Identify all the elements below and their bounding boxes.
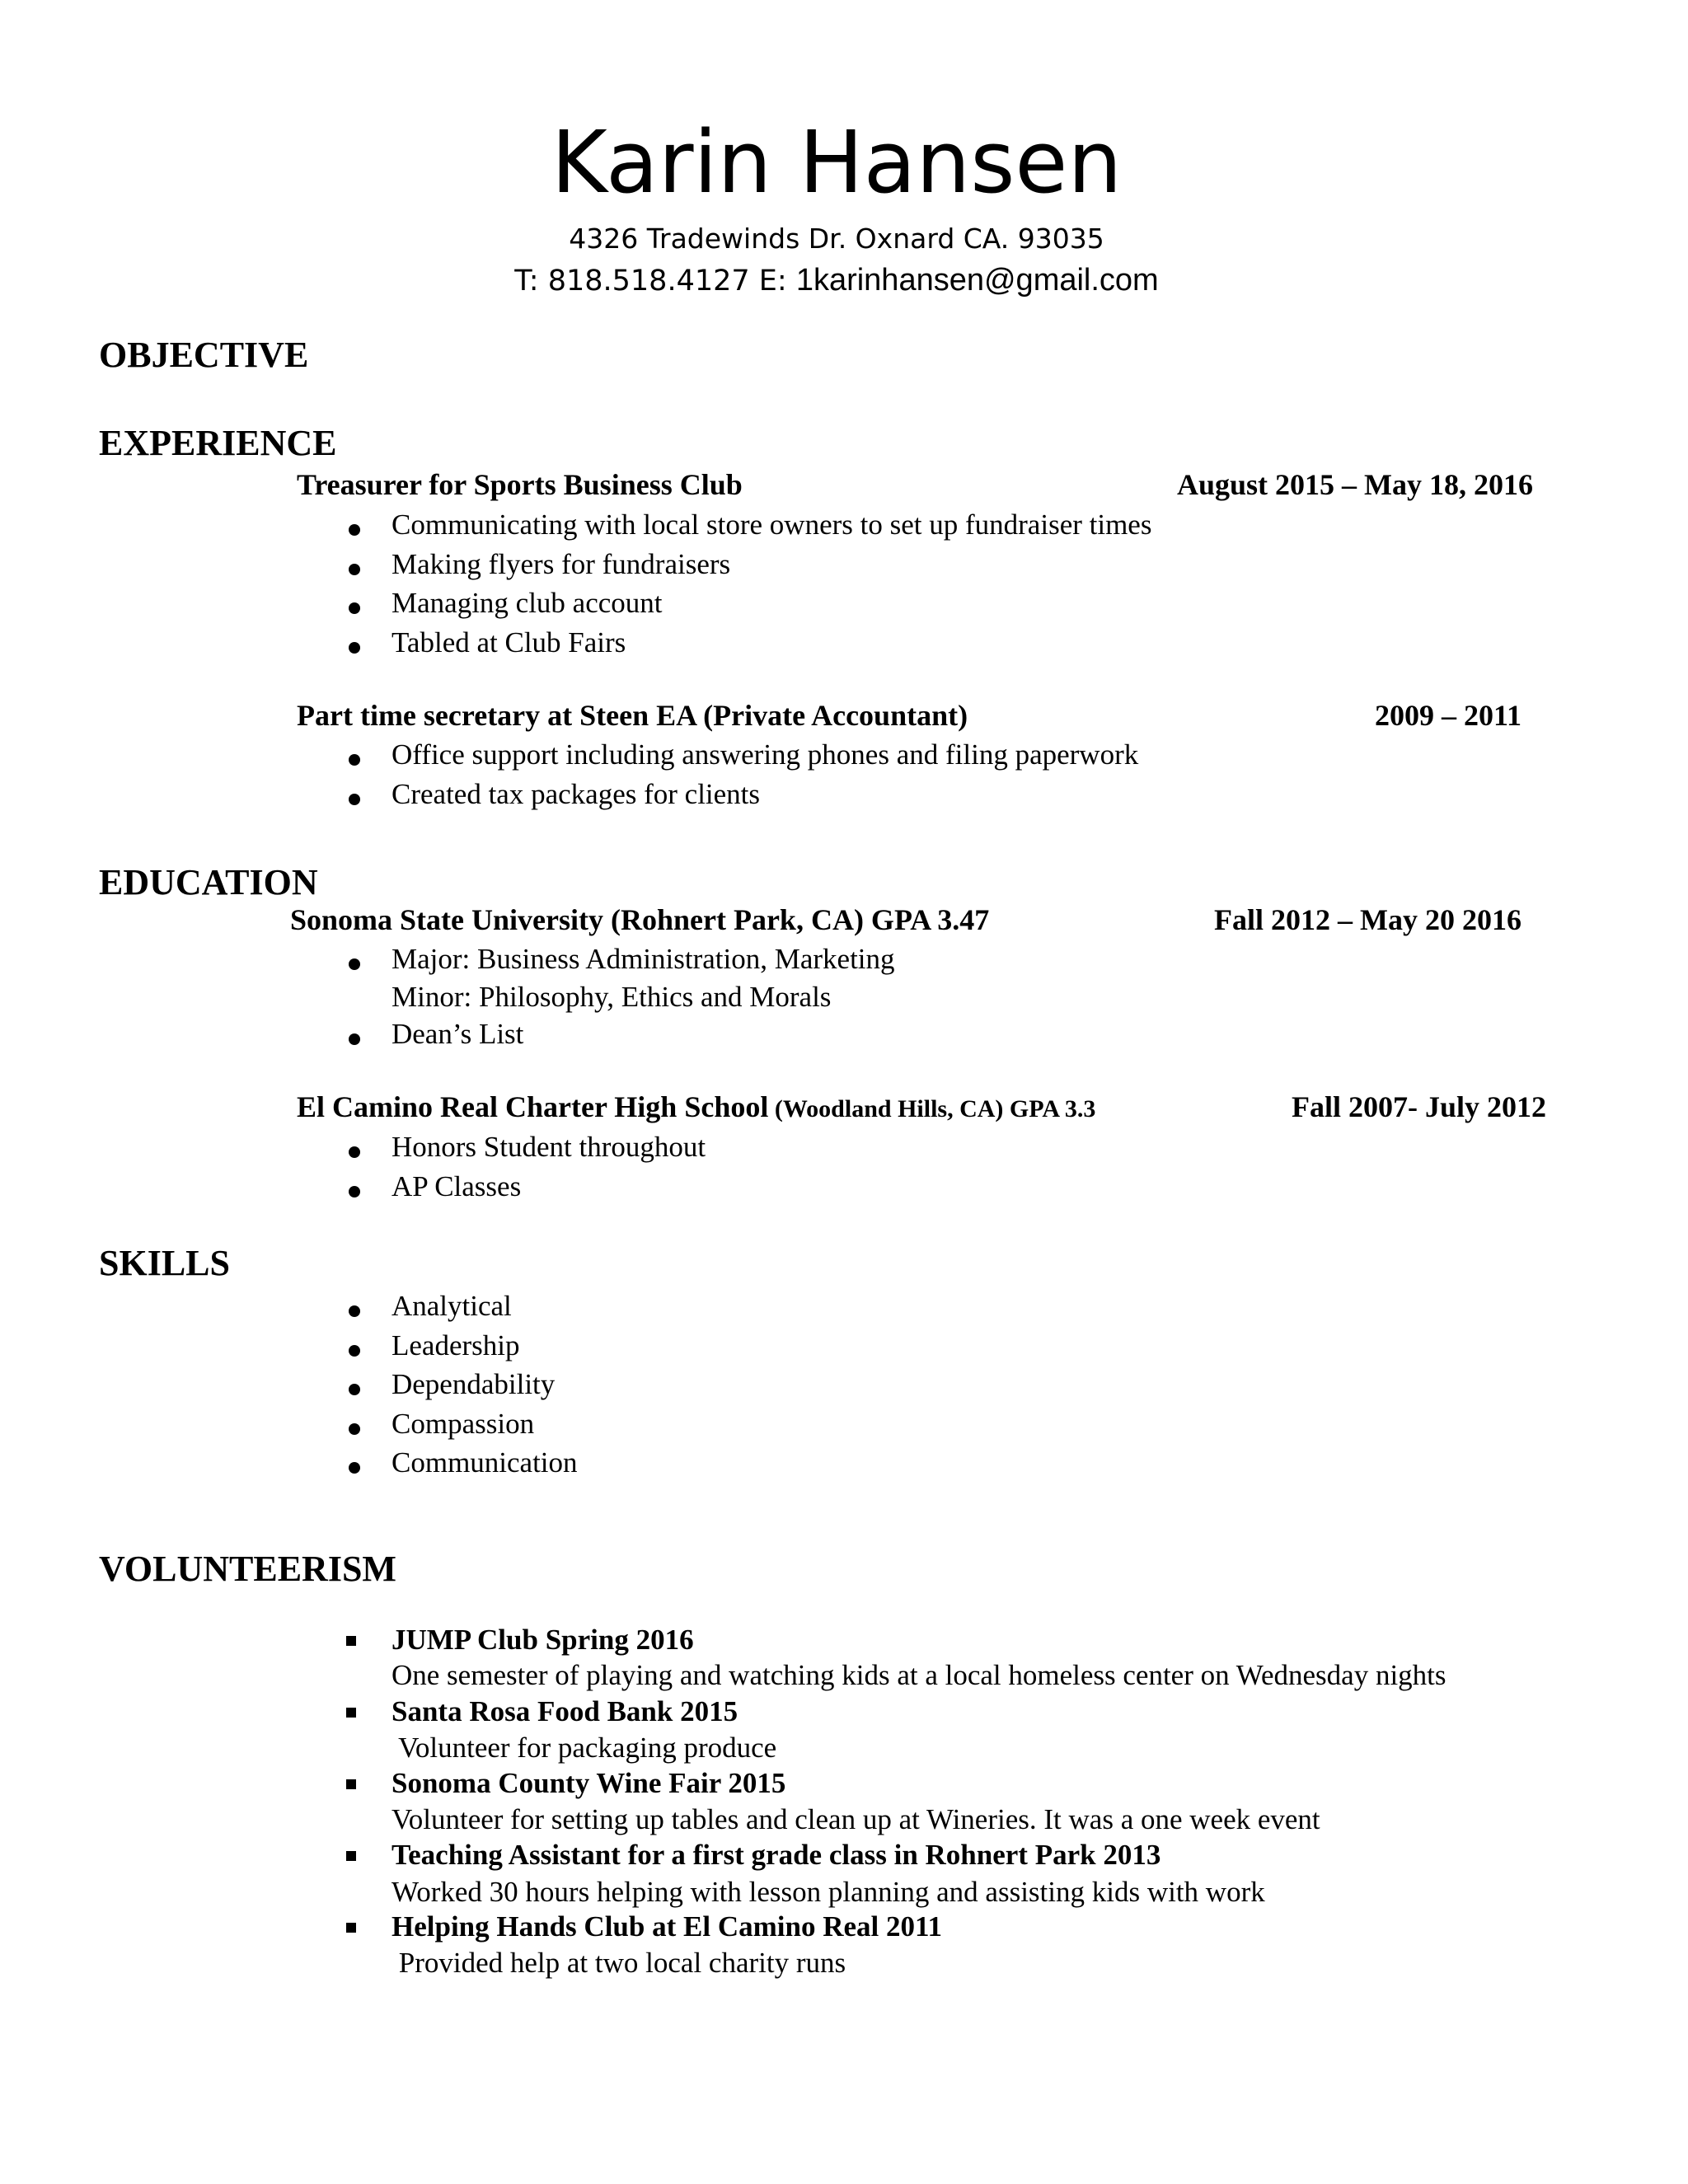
- section-volunteerism: VOLUNTEERISM: [99, 1549, 396, 1589]
- bullet-item: Created tax packages for clients: [392, 778, 761, 810]
- address: 4326 Tradewinds Dr. Oxnard CA. 93035: [569, 223, 1104, 255]
- section-objective: OBJECTIVE: [99, 335, 309, 375]
- square-bullet-icon: [346, 1923, 356, 1933]
- volunteer-title: Helping Hands Club at El Camino Real 2011: [392, 1910, 943, 1943]
- entry-dates: August 2015 – May 18, 2016: [1177, 468, 1534, 501]
- bullet-item: Tabled at Club Fairs: [392, 626, 626, 658]
- section-skills: SKILLS: [99, 1243, 230, 1283]
- bullet-icon: [349, 958, 360, 970]
- volunteer-description: Volunteer for setting up tables and clean up at Wineries. It was a one week event: [392, 1803, 1320, 1835]
- volunteer-description: One semester of playing and watching kids at a local homeless center on Wednesday nights: [392, 1659, 1447, 1691]
- bullet-item: Major: Business Administration, Marketing: [392, 943, 895, 975]
- skill-item: Communication: [392, 1446, 578, 1479]
- email-link[interactable]: 1karinhansen@gmail.com: [795, 263, 1159, 298]
- entry-dates: Fall 2012 – May 20 2016: [1214, 903, 1522, 936]
- square-bullet-icon: [346, 1636, 356, 1646]
- skill-item: Compassion: [392, 1408, 535, 1440]
- contact-line: [0, 262, 1673, 300]
- section-education: EDUCATION: [99, 862, 318, 902]
- skill-item: Analytical: [392, 1290, 512, 1322]
- entry-title: Treasurer for Sports Business Club: [297, 468, 743, 501]
- bullet-item: Office support including answering phones and filing paperwork: [392, 738, 1139, 771]
- volunteer-title: JUMP Club Spring 2016: [392, 1624, 694, 1656]
- phone-label: T: 818.518.4127 E:: [514, 265, 796, 298]
- square-bullet-icon: [346, 1708, 356, 1718]
- bullet-icon: [349, 564, 360, 575]
- bullet-icon: [349, 602, 360, 614]
- entry-dates: 2009 – 2011: [1375, 699, 1522, 732]
- bullet-item-continued: Minor: Philosophy, Ethics and Morals: [392, 981, 832, 1013]
- entry-title: Part time secretary at Steen EA (Private Accountant): [297, 699, 968, 732]
- bullet-icon: [349, 1384, 360, 1395]
- bullet-icon: [349, 1462, 360, 1474]
- bullet-icon: [349, 794, 360, 805]
- bullet-icon: [349, 524, 360, 536]
- section-experience: EXPERIENCE: [99, 423, 337, 463]
- bullet-item: Communicating with local store owners to set up fundraiser times: [392, 509, 1152, 541]
- volunteer-title: Teaching Assistant for a first grade class in Rohnert Park 2013: [392, 1839, 1161, 1871]
- volunteer-description: Provided help at two local charity runs: [392, 1947, 846, 1979]
- entry-title: Sonoma State University (Rohnert Park, CA) GPA 3.47: [290, 903, 990, 936]
- square-bullet-icon: [346, 1851, 356, 1861]
- school-name: El Camino Real Charter High School: [297, 1090, 769, 1123]
- bullet-item: Managing club account: [392, 587, 663, 619]
- bullet-item: AP Classes: [392, 1170, 522, 1202]
- bullet-item: Honors Student throughout: [392, 1131, 706, 1163]
- bullet-icon: [349, 642, 360, 654]
- skill-item: Dependability: [392, 1368, 556, 1400]
- school-details: (Woodland Hills, CA) GPA 3.3: [768, 1095, 1096, 1122]
- volunteer-description: Volunteer for packaging produce: [392, 1732, 777, 1764]
- entry-title: [297, 1090, 1095, 1124]
- bullet-icon: [349, 1345, 360, 1357]
- square-bullet-icon: [346, 1779, 356, 1789]
- bullet-icon: [349, 1146, 360, 1158]
- bullet-icon: [349, 1033, 360, 1045]
- bullet-icon: [349, 1186, 360, 1197]
- bullet-icon: [349, 1423, 360, 1435]
- resume-name: Karin Hansen: [551, 112, 1123, 213]
- bullet-icon: [349, 754, 360, 766]
- entry-dates: Fall 2007- July 2012: [1292, 1090, 1547, 1123]
- volunteer-description: Worked 30 hours helping with lesson planning and assisting kids with work: [392, 1876, 1265, 1908]
- bullet-item: Making flyers for fundraisers: [392, 548, 731, 580]
- bullet-item: Dean’s List: [392, 1018, 524, 1050]
- bullet-icon: [349, 1305, 360, 1317]
- volunteer-title: Santa Rosa Food Bank 2015: [392, 1695, 738, 1727]
- volunteer-title: Sonoma County Wine Fair 2015: [392, 1767, 786, 1799]
- skill-item: Leadership: [392, 1329, 520, 1361]
